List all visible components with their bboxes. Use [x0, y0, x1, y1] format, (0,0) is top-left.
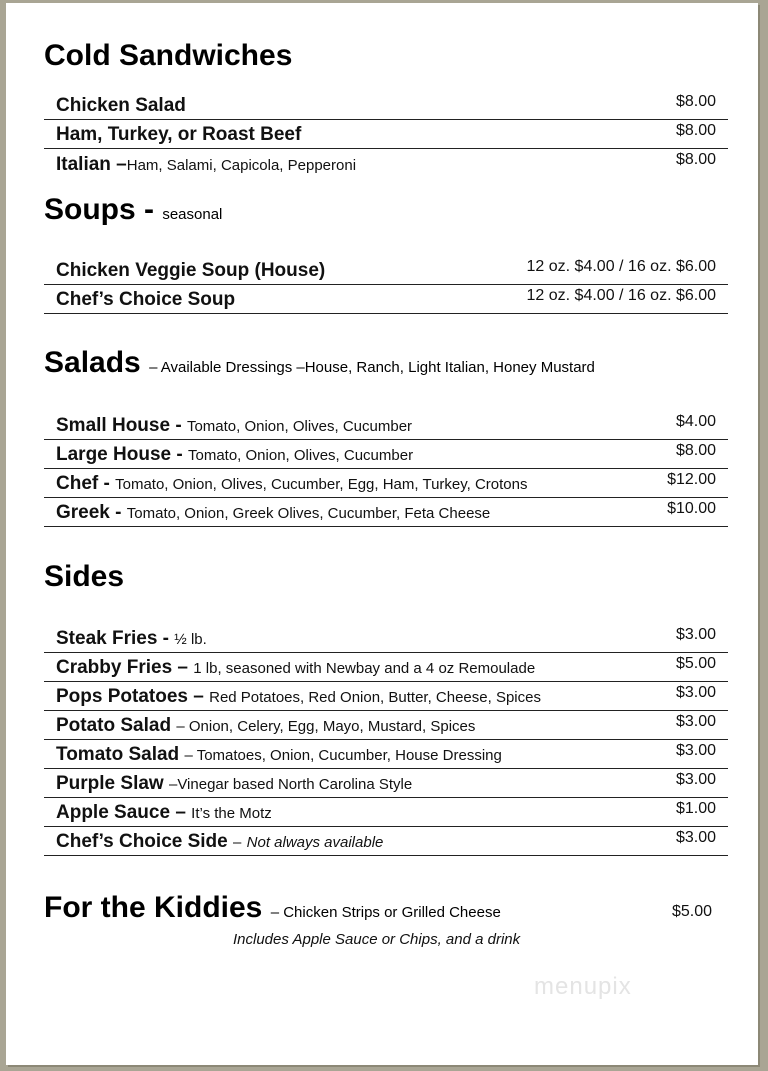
soups-subtitle: seasonal	[162, 206, 223, 223]
menu-item-ham-turkey-roast-beef	[44, 120, 728, 149]
menu-item-crabby-fries	[44, 653, 728, 682]
menu-item-apple-sauce	[44, 798, 728, 827]
kiddies-note: Includes Apple Sauce or Chips, and a drink	[233, 931, 521, 948]
item-desc-italic: Not always available	[246, 834, 384, 851]
menu-item-chefs-choice-side	[44, 827, 728, 856]
salads-heading: Salads – Available Dressings –House, Ranch, Light Italian, Honey Mustard	[44, 346, 595, 379]
item-desc: Tomato, Onion, Olives, Cucumber, Egg, Ham, Turkey, Crotons	[115, 476, 528, 493]
item-price: $3.00	[675, 684, 716, 701]
item-price: $1.00	[675, 800, 716, 817]
item-name: Chicken Salad	[56, 95, 186, 116]
item-name: Purple Slaw	[56, 773, 164, 794]
item-desc: – Tomatoes, Onion, Cucumber, House Dressing	[184, 747, 502, 764]
item-name: Greek -	[56, 502, 122, 523]
item-price: $8.00	[675, 122, 716, 139]
item-price: $3.00	[675, 713, 716, 730]
menu-item-greek	[44, 498, 728, 527]
item-desc: Ham, Salami, Capicola, Pepperoni	[126, 157, 357, 174]
item-desc: Tomato, Onion, Olives, Cucumber	[187, 447, 414, 464]
watermark-logo: menupix	[534, 973, 632, 1000]
menu-item-chicken-salad	[44, 91, 728, 120]
item-name: Chef’s Choice Side	[56, 831, 228, 852]
item-price: $3.00	[675, 829, 716, 846]
item-name: Small House -	[56, 415, 182, 436]
item-desc: – Onion, Celery, Egg, Mayo, Mustard, Spices	[176, 718, 476, 735]
menu-item-chef-salad	[44, 469, 728, 498]
menu-item-large-house	[44, 440, 728, 469]
item-name: Chef -	[56, 473, 110, 494]
sides-heading: Sides	[44, 560, 125, 593]
item-desc: Tomato, Onion, Olives, Cucumber	[186, 418, 413, 435]
item-price: $3.00	[675, 626, 716, 643]
menu-item-small-house	[44, 411, 728, 440]
salads-subtitle: – Available Dressings –House, Ranch, Light Italian, Honey Mustard	[149, 359, 595, 376]
menu-item-potato-salad	[44, 711, 728, 740]
menu-item-steak-fries	[44, 624, 728, 653]
item-name: Apple Sauce –	[56, 802, 186, 823]
item-price: $12.00	[667, 471, 716, 488]
kiddies-heading: For the Kiddies – Chicken Strips or Grilled Cheese	[44, 891, 501, 924]
item-name: Chicken Veggie Soup (House)	[56, 260, 326, 281]
item-name: Potato Salad	[56, 715, 172, 736]
item-price: 12 oz. $4.00 / 16 oz. $6.00	[526, 258, 716, 275]
item-price: $10.00	[667, 500, 716, 517]
menu-item-tomato-salad	[44, 740, 728, 769]
item-price: $8.00	[675, 151, 716, 168]
item-desc: ½ lb.	[174, 631, 207, 648]
item-price: $4.00	[675, 413, 716, 430]
item-desc: Red Potatoes, Red Onion, Butter, Cheese, Spices	[209, 689, 541, 706]
item-name: Italian –	[56, 154, 127, 175]
item-price: $3.00	[675, 771, 716, 788]
menu-page	[6, 3, 758, 1065]
menu-item-purple-slaw	[44, 769, 728, 798]
item-price: $8.00	[675, 442, 716, 459]
item-name: Tomato Salad	[56, 744, 180, 765]
item-desc: 1 lb, seasoned with Newbay and a 4 oz Remoulade	[193, 660, 536, 677]
item-price: $8.00	[675, 93, 716, 110]
menu-item-chicken-veggie-soup	[44, 256, 728, 285]
item-desc: It’s the Motz	[191, 805, 272, 822]
item-desc: –	[233, 834, 242, 851]
item-desc: Tomato, Onion, Greek Olives, Cucumber, Feta Cheese	[126, 505, 491, 522]
menu-item-pops-potatoes	[44, 682, 728, 711]
item-desc: –Vinegar based North Carolina Style	[168, 776, 413, 793]
item-name: Pops Potatoes –	[56, 686, 204, 707]
item-name: Steak Fries -	[56, 628, 169, 649]
item-name: Crabby Fries –	[56, 657, 188, 678]
item-price: 12 oz. $4.00 / 16 oz. $6.00	[526, 287, 716, 304]
kiddies-price: $5.00	[671, 903, 712, 920]
item-price: $5.00	[675, 655, 716, 672]
soups-heading: Soups - seasonal	[44, 193, 223, 226]
item-name: Large House -	[56, 444, 183, 465]
cold-sandwiches-heading: Cold Sandwiches	[44, 39, 293, 72]
item-name: Ham, Turkey, or Roast Beef	[56, 124, 302, 145]
menu-item-chefs-choice-soup	[44, 285, 728, 314]
kiddies-subtitle: – Chicken Strips or Grilled Cheese	[270, 904, 501, 921]
item-price: $3.00	[675, 742, 716, 759]
item-name: Chef’s Choice Soup	[56, 289, 236, 310]
menu-item-italian	[44, 149, 728, 178]
